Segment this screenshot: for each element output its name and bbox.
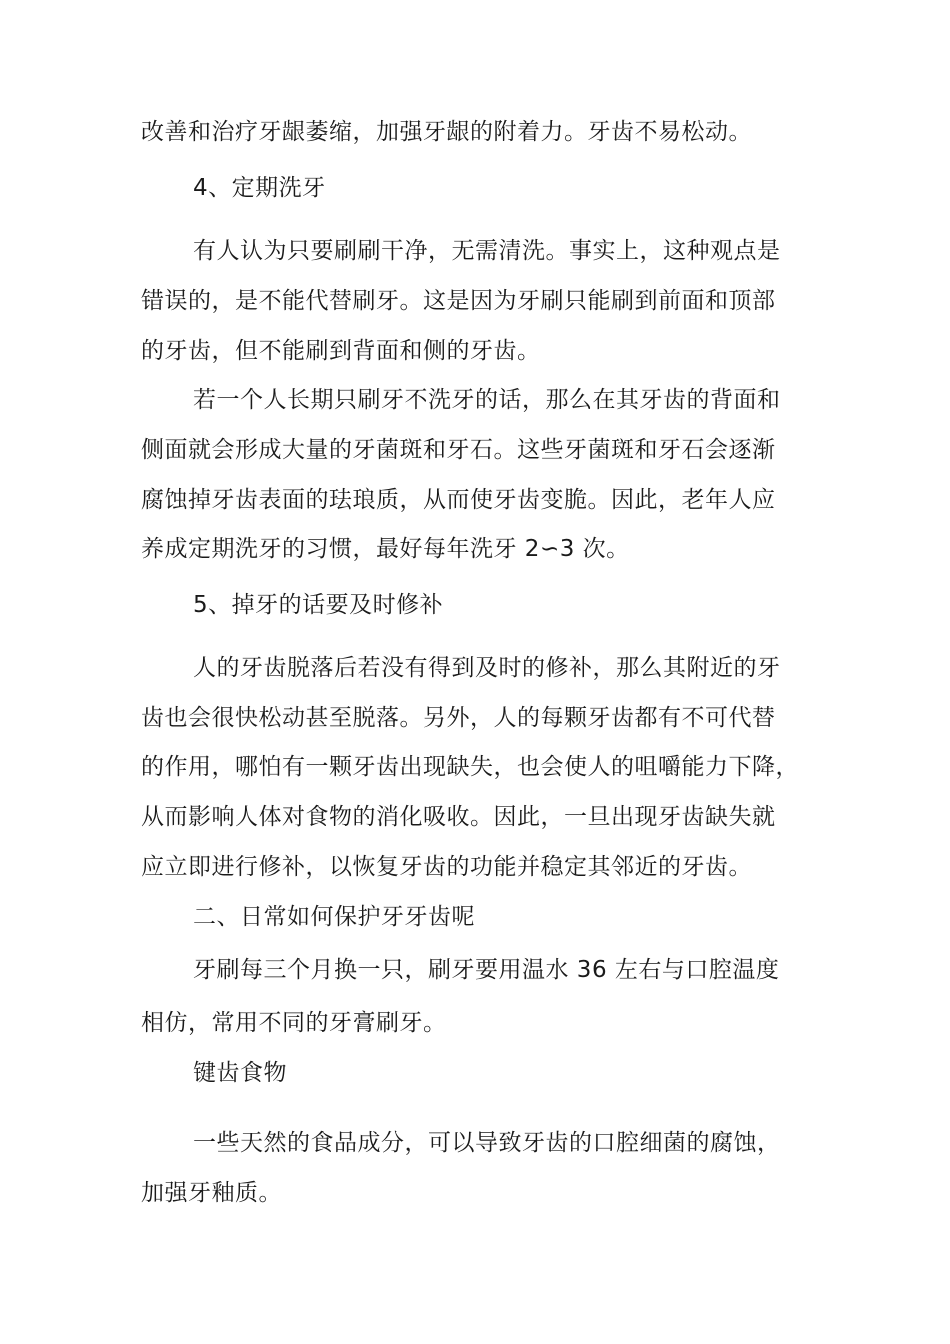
paragraph-line: 养成定期洗牙的习惯，最好每年洗牙 2∽3 次。 bbox=[141, 536, 630, 562]
paragraph-line: 应立即进行修补，以恢复牙齿的功能并稳定其邻近的牙齿。 bbox=[141, 854, 752, 880]
paragraph-line: 的作用，哪怕有一颗牙齿出现缺失，也会使人的咀嚼能力下降， bbox=[141, 754, 799, 780]
paragraph-line: 腐蚀掉牙齿表面的珐琅质，从而使牙齿变脆。因此，老年人应 bbox=[141, 487, 776, 513]
paragraph-line: 加强牙釉质。 bbox=[141, 1180, 282, 1206]
paragraph-line: 一些天然的食品成分，可以导致牙齿的口腔细菌的腐蚀， bbox=[193, 1130, 781, 1156]
paragraph-line: 错误的，是不能代替刷牙。这是因为牙刷只能刷到前面和顶部 bbox=[141, 288, 776, 314]
section-heading: 4、定期洗牙 bbox=[193, 175, 326, 201]
paragraph-line: 人的牙齿脱落后若没有得到及时的修补，那么其附近的牙 bbox=[193, 655, 781, 681]
section-heading: 二、日常如何保护牙牙齿呢 bbox=[193, 904, 475, 930]
paragraph-line: 齿也会很快松动甚至脱落。另外，人的每颗牙齿都有不可代替 bbox=[141, 705, 776, 731]
section-heading: 5、掉牙的话要及时修补 bbox=[193, 592, 444, 618]
paragraph-line: 侧面就会形成大量的牙菌斑和牙石。这些牙菌斑和牙石会逐渐 bbox=[141, 437, 776, 463]
paragraph-line: 的牙齿，但不能刷到背面和侧的牙齿。 bbox=[141, 338, 541, 364]
paragraph-line: 若一个人长期只刷牙不洗牙的话，那么在其牙齿的背面和 bbox=[193, 387, 781, 413]
section-heading: 键齿食物 bbox=[193, 1060, 287, 1086]
paragraph-line: 相仿，常用不同的牙膏刷牙。 bbox=[141, 1010, 447, 1036]
paragraph-line: 有人认为只要刷刷干净，无需清洗。事实上，这种观点是 bbox=[193, 238, 781, 264]
paragraph-line: 改善和治疗牙龈萎缩，加强牙龈的附着力。牙齿不易松动。 bbox=[141, 119, 752, 145]
paragraph-line: 牙刷每三个月换一只，刷牙要用温水 36 左右与口腔温度 bbox=[193, 957, 780, 983]
paragraph-line: 从而影响人体对食物的消化吸收。因此，一旦出现牙齿缺失就 bbox=[141, 804, 776, 830]
